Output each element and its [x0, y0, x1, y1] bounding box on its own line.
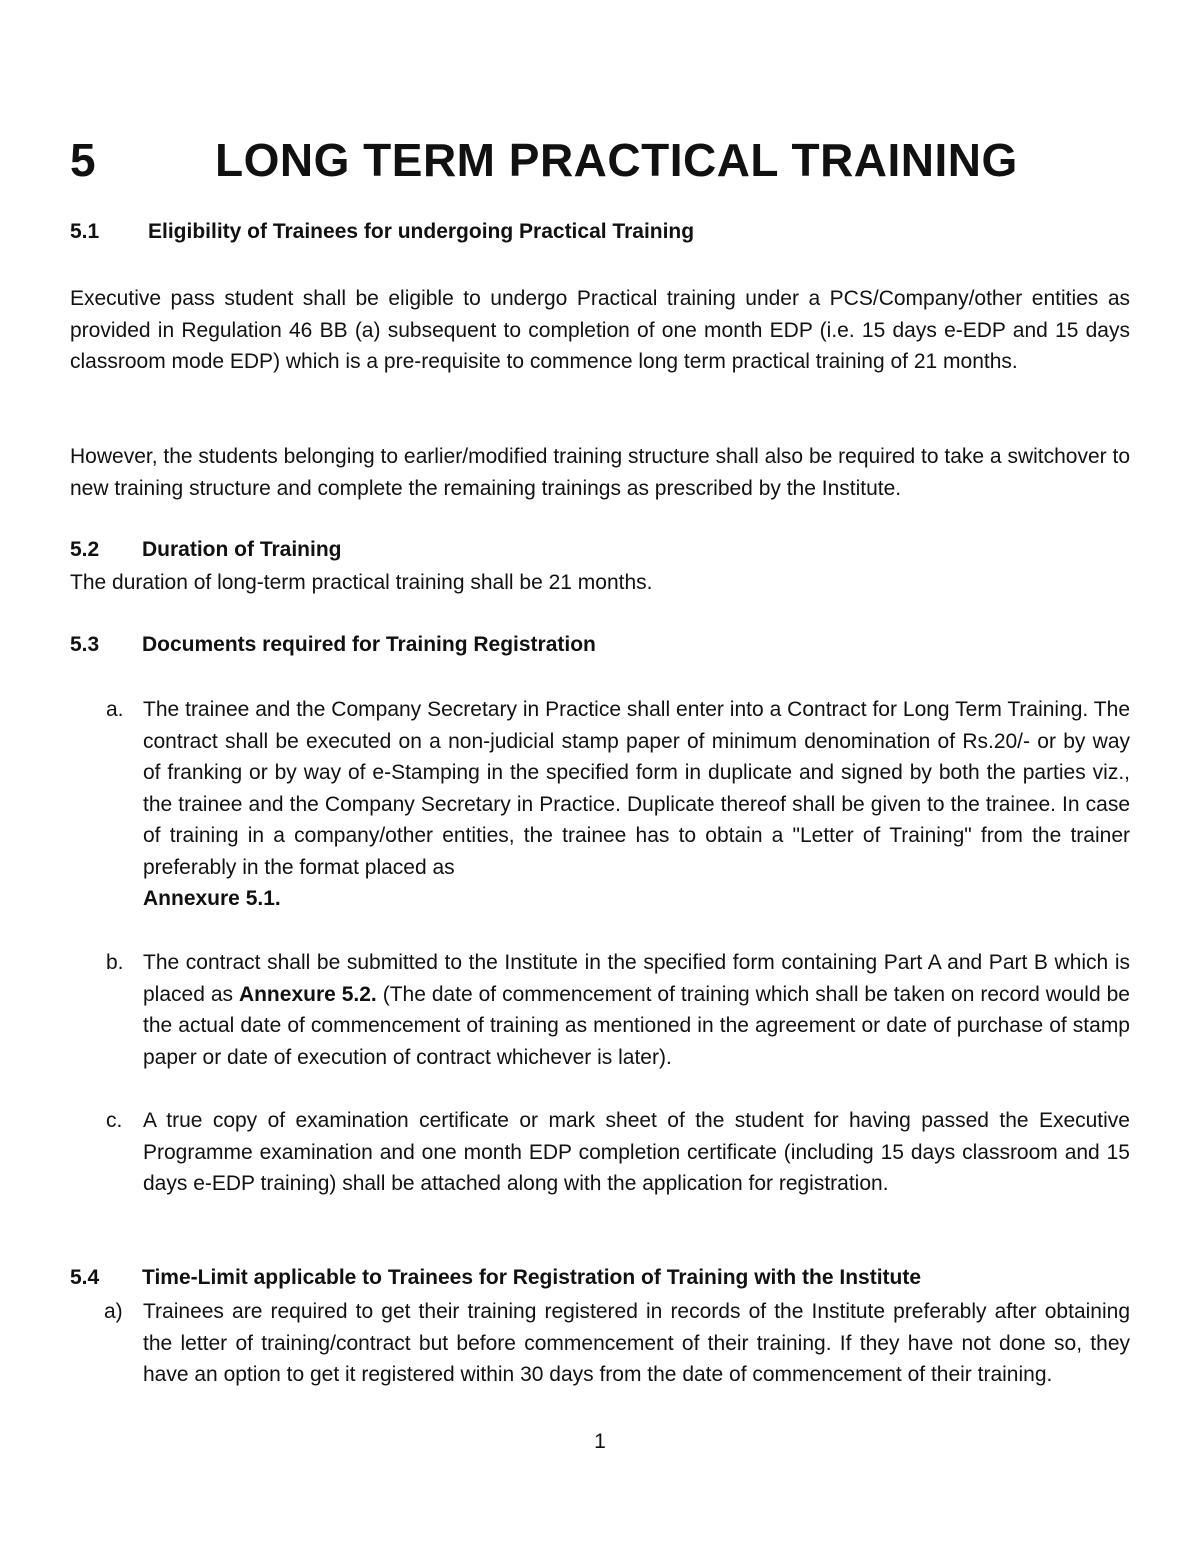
page-number: 1 [594, 1430, 606, 1453]
section-number: 5.1 [70, 220, 100, 243]
section-number: 5.3 [70, 633, 100, 656]
list-marker: c. [106, 1109, 123, 1132]
list-item-text: Trainees are required to get their training registered in records of the Institute preferably after obtaining the letter of training/contract but before commencement of their training. If they have not done so, they have an option to get it registered within 30 days from the date of commencement of their training. [143, 1300, 1130, 1386]
list-item-5-4-a [70, 1296, 1130, 1391]
section-5-1-paragraph-2: However, the students belonging to earlier/modified training structure shall also be required to take a switchover to new training structure and complete the remaining trainings as prescribed by the Institute. [70, 445, 1130, 500]
chapter-heading [70, 133, 1018, 187]
section-number: 5.4 [70, 1266, 100, 1289]
section-title: Duration of Training [142, 538, 342, 561]
list-item-5-3-a [70, 694, 1130, 915]
annexure-5-1-ref: Annexure 5.1. [143, 887, 281, 910]
section-5-1-heading [70, 220, 694, 244]
list-marker: a) [104, 1300, 123, 1323]
list-item-text: The trainee and the Company Secretary in Practice shall enter into a Contract for Long Term Training. The contract shall be executed on a non-judicial stamp paper of minimum denomination of Rs.20/- or by way of franking or by way of e-Stamping in the specified form in duplicate and signed by both the parties viz., the trainee and the Company Secretary in Practice. Duplicate thereof shall be given to the trainee. In case of training in a company/other entities, the trainee has to obtain a "Letter of Training" from the trainer preferably in the format placed as Annexure 5.1. [143, 698, 1130, 910]
list-marker: b. [106, 951, 124, 974]
list-item-text: A true copy of examination certificate or mark sheet of the student for having passed the Executive Programme examination and one month EDP completion certificate (including 15 days classroom and 15 days e-EDP training) shall be attached along with the application for registration. [143, 1109, 1130, 1195]
section-5-4-heading [70, 1266, 921, 1290]
chapter-title: LONG TERM PRACTICAL TRAINING [215, 134, 1018, 186]
section-title: Documents required for Training Registration [142, 633, 596, 656]
chapter-number: 5 [70, 134, 97, 186]
list-item-5-3-b [70, 947, 1130, 1073]
section-5-2-paragraph: The duration of long-term practical training shall be 21 months. [70, 571, 653, 594]
annexure-5-2-ref: Annexure 5.2. [238, 982, 377, 1006]
section-title: Eligibility of Trainees for undergoing Practical Training [148, 220, 695, 243]
list-item-text: The contract shall be submitted to the Institute in the specified form containing Part A and Part B which is placed as Annexure 5.2. (The date of commencement of training which shall be taken on record would be the actual date of commencement of training as mentioned in the agreement or date of purchase of stamp paper or date of execution of contract whichever is later). [143, 951, 1130, 1069]
list-marker: a. [106, 698, 124, 721]
section-title: Time-Limit applicable to Trainees for Registration of Training with the Institute [142, 1266, 922, 1289]
section-5-1-paragraph-1: Executive pass student shall be eligible to undergo Practical training under a PCS/Company/other entities as provided in Regulation 46 BB (a) subsequent to completion of one month EDP (i.e. 15 days e-EDP and 15 days classroom mode EDP) which is a pre-requisite to commence long term practical training of 21 months. [70, 287, 1130, 373]
section-5-2-heading [70, 538, 342, 562]
list-item-5-3-c [70, 1105, 1130, 1200]
section-number: 5.2 [70, 538, 100, 561]
section-5-3-heading [70, 633, 596, 657]
